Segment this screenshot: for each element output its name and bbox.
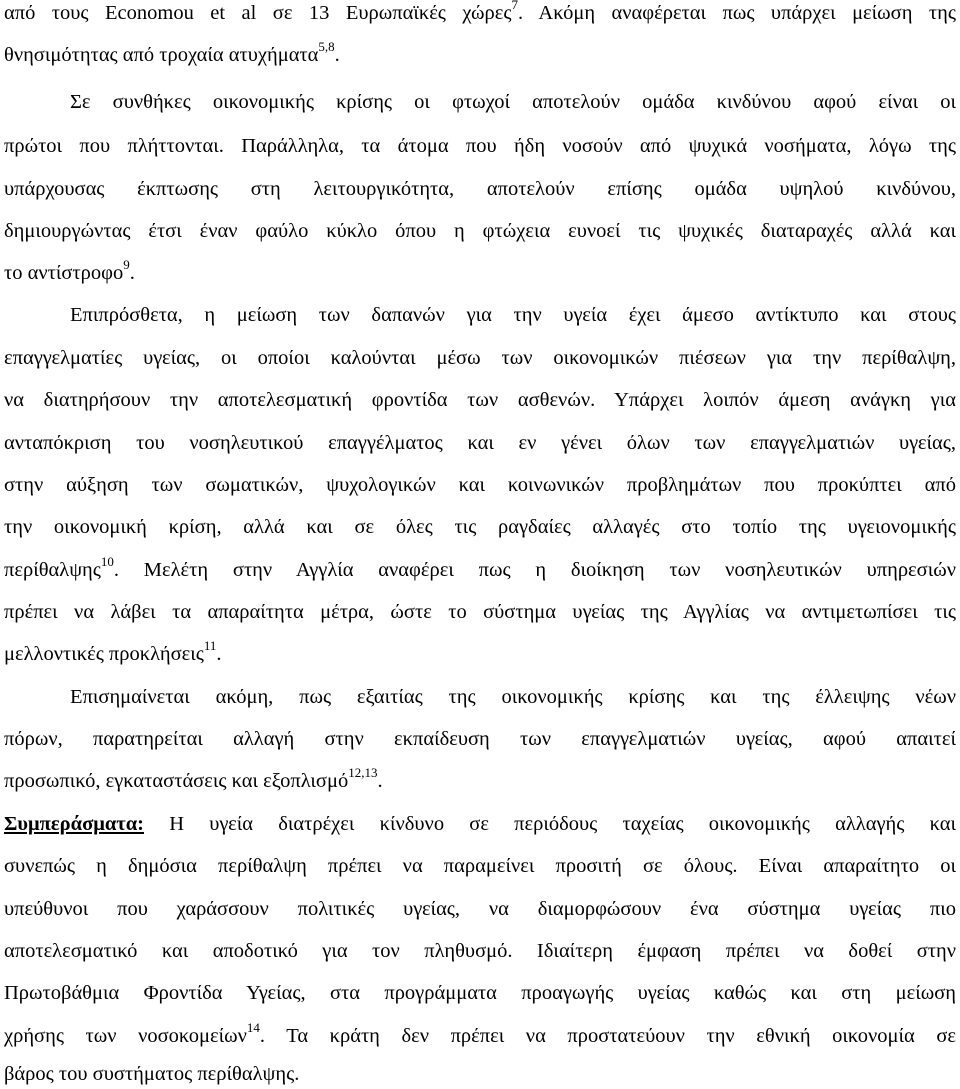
- citation-superscript: 9: [123, 257, 130, 273]
- citation-superscript: 11: [203, 638, 217, 654]
- text-line: Πρωτοβάθμια Φροντίδα Υγείας, στα προγράμματα προαγωγής υγείας καθώς και στη μείωση: [4, 982, 956, 1004]
- citation-superscript: 7: [511, 0, 518, 13]
- text-line: συνεπώς η δημόσια περίθαλψη πρέπει να παραμείνει προσιτή σε όλους. Είναι απαραίτητο οι: [4, 855, 956, 877]
- text-line: πρέπει να λάβει τα απαραίτητα μέτρα, ώστε το σύστημα υγείας της Αγγλίας να αντιμετωπίσει τις: [4, 601, 956, 623]
- citation-superscript: 10: [100, 554, 114, 570]
- text-line: την οικονομική κρίση, αλλά και σε όλες τις ραγδαίες αλλαγές στο τοπίο της υγειονομικής: [4, 516, 956, 538]
- text-line: το αντίστροφο$^9$.: [4, 257, 135, 284]
- conclusions-line: Συμπεράσματα: Η υγεία διατρέχει κίνδυνο σε περιόδους ταχείας οικονομικής αλλαγής και: [4, 813, 956, 835]
- citation-superscript: 5,8: [318, 39, 335, 55]
- text-line: στην αύξηση των σωματικών, ψυχολογικών και κοινωνικών προβλημάτων που προκύπτει από: [4, 474, 956, 496]
- text-line: χρήσης των νοσοκομείων$^{14}$. Τα κράτη δεν πρέπει να προστατεύουν την εθνική οικονομία σε: [4, 1020, 956, 1047]
- text-line: προσωπικό, εγκαταστάσεις και εξοπλισμό$^{12,13}$.: [4, 765, 383, 792]
- text-line: περίθαλψης$^{10}$. Μελέτη στην Αγγλία αναφέρει πως η διοίκηση των νοσηλευτικών υπηρεσιών: [4, 554, 956, 581]
- conclusions-heading: Συμπεράσματα:: [4, 813, 144, 835]
- text-line: ανταπόκριση του νοσηλευτικού επαγγέλματος και εν γένει όλων των επαγγελματιών υγείας,: [4, 432, 956, 454]
- paragraph-first-line: Σε συνθήκες οικονομικής κρίσης οι φτωχοί αποτελούν ομάδα κινδύνου αφού είναι οι: [70, 91, 956, 113]
- paragraph-first-line: Επισημαίνεται ακόμη, πως εξαιτίας της οικονομικής κρίσης και της έλλειψης νέων: [70, 686, 956, 708]
- text-line: πρώτοι που πλήττονται. Παράλληλα, τα άτομα που ήδη νοσούν από ψυχικά νοσήματα, λόγω της: [4, 135, 956, 157]
- text-line: επαγγελματίες υγείας, οι οποίοι καλούνται μέσω των οικονομικών πιέσεων για την περίθαλψη,: [4, 347, 956, 369]
- text-line: πόρων, παρατηρείται αλλαγή στην εκπαίδευση των επαγγελματιών υγείας, αφού απαιτεί: [4, 728, 956, 750]
- text-line: υπάρχουσας έκπτωσης στη λειτουργικότητα, αποτελούν επίσης ομάδα υψηλού κινδύνου,: [4, 178, 956, 200]
- citation-superscript: 14: [246, 1020, 260, 1036]
- text-line: από τους Economou et al σε 13 Ευρωπαϊκές χώρες$^7$. Ακόμη αναφέρεται πως υπάρχει μείωση της: [4, 0, 956, 26]
- text-line: μελλοντικές προκλήσεις$^{11}$.: [4, 638, 222, 665]
- text-line: βάρος του συστήματος περίθαλψης.: [4, 1063, 300, 1085]
- text-line: θνησιμότητας από τροχαία ατυχήματα$^{5,8}$.: [4, 39, 340, 66]
- text-line: υπεύθυνοι που χαράσσουν πολιτικές υγείας, να διαμορφώσουν ένα σύστημα υγείας πιο: [4, 898, 956, 920]
- text-line: να διατηρήσουν την αποτελεσματική φροντίδα των ασθενών. Υπάρχει λοιπόν άμεση ανάγκη για: [4, 389, 956, 411]
- text-line: δημιουργώντας έτσι έναν φαύλο κύκλο όπου η φτώχεια ευνοεί τις ψυχικές διαταραχές αλλά και: [4, 220, 956, 242]
- text-line: αποτελεσματικό και αποδοτικό για τον πληθυσμό. Ιδιαίτερη έμφαση πρέπει να δοθεί στην: [4, 940, 956, 962]
- citation-superscript: 12,13: [348, 765, 378, 781]
- paragraph-first-line: Επιπρόσθετα, η μείωση των δαπανών για την υγεία έχει άμεσο αντίκτυπο και στους: [70, 304, 956, 326]
